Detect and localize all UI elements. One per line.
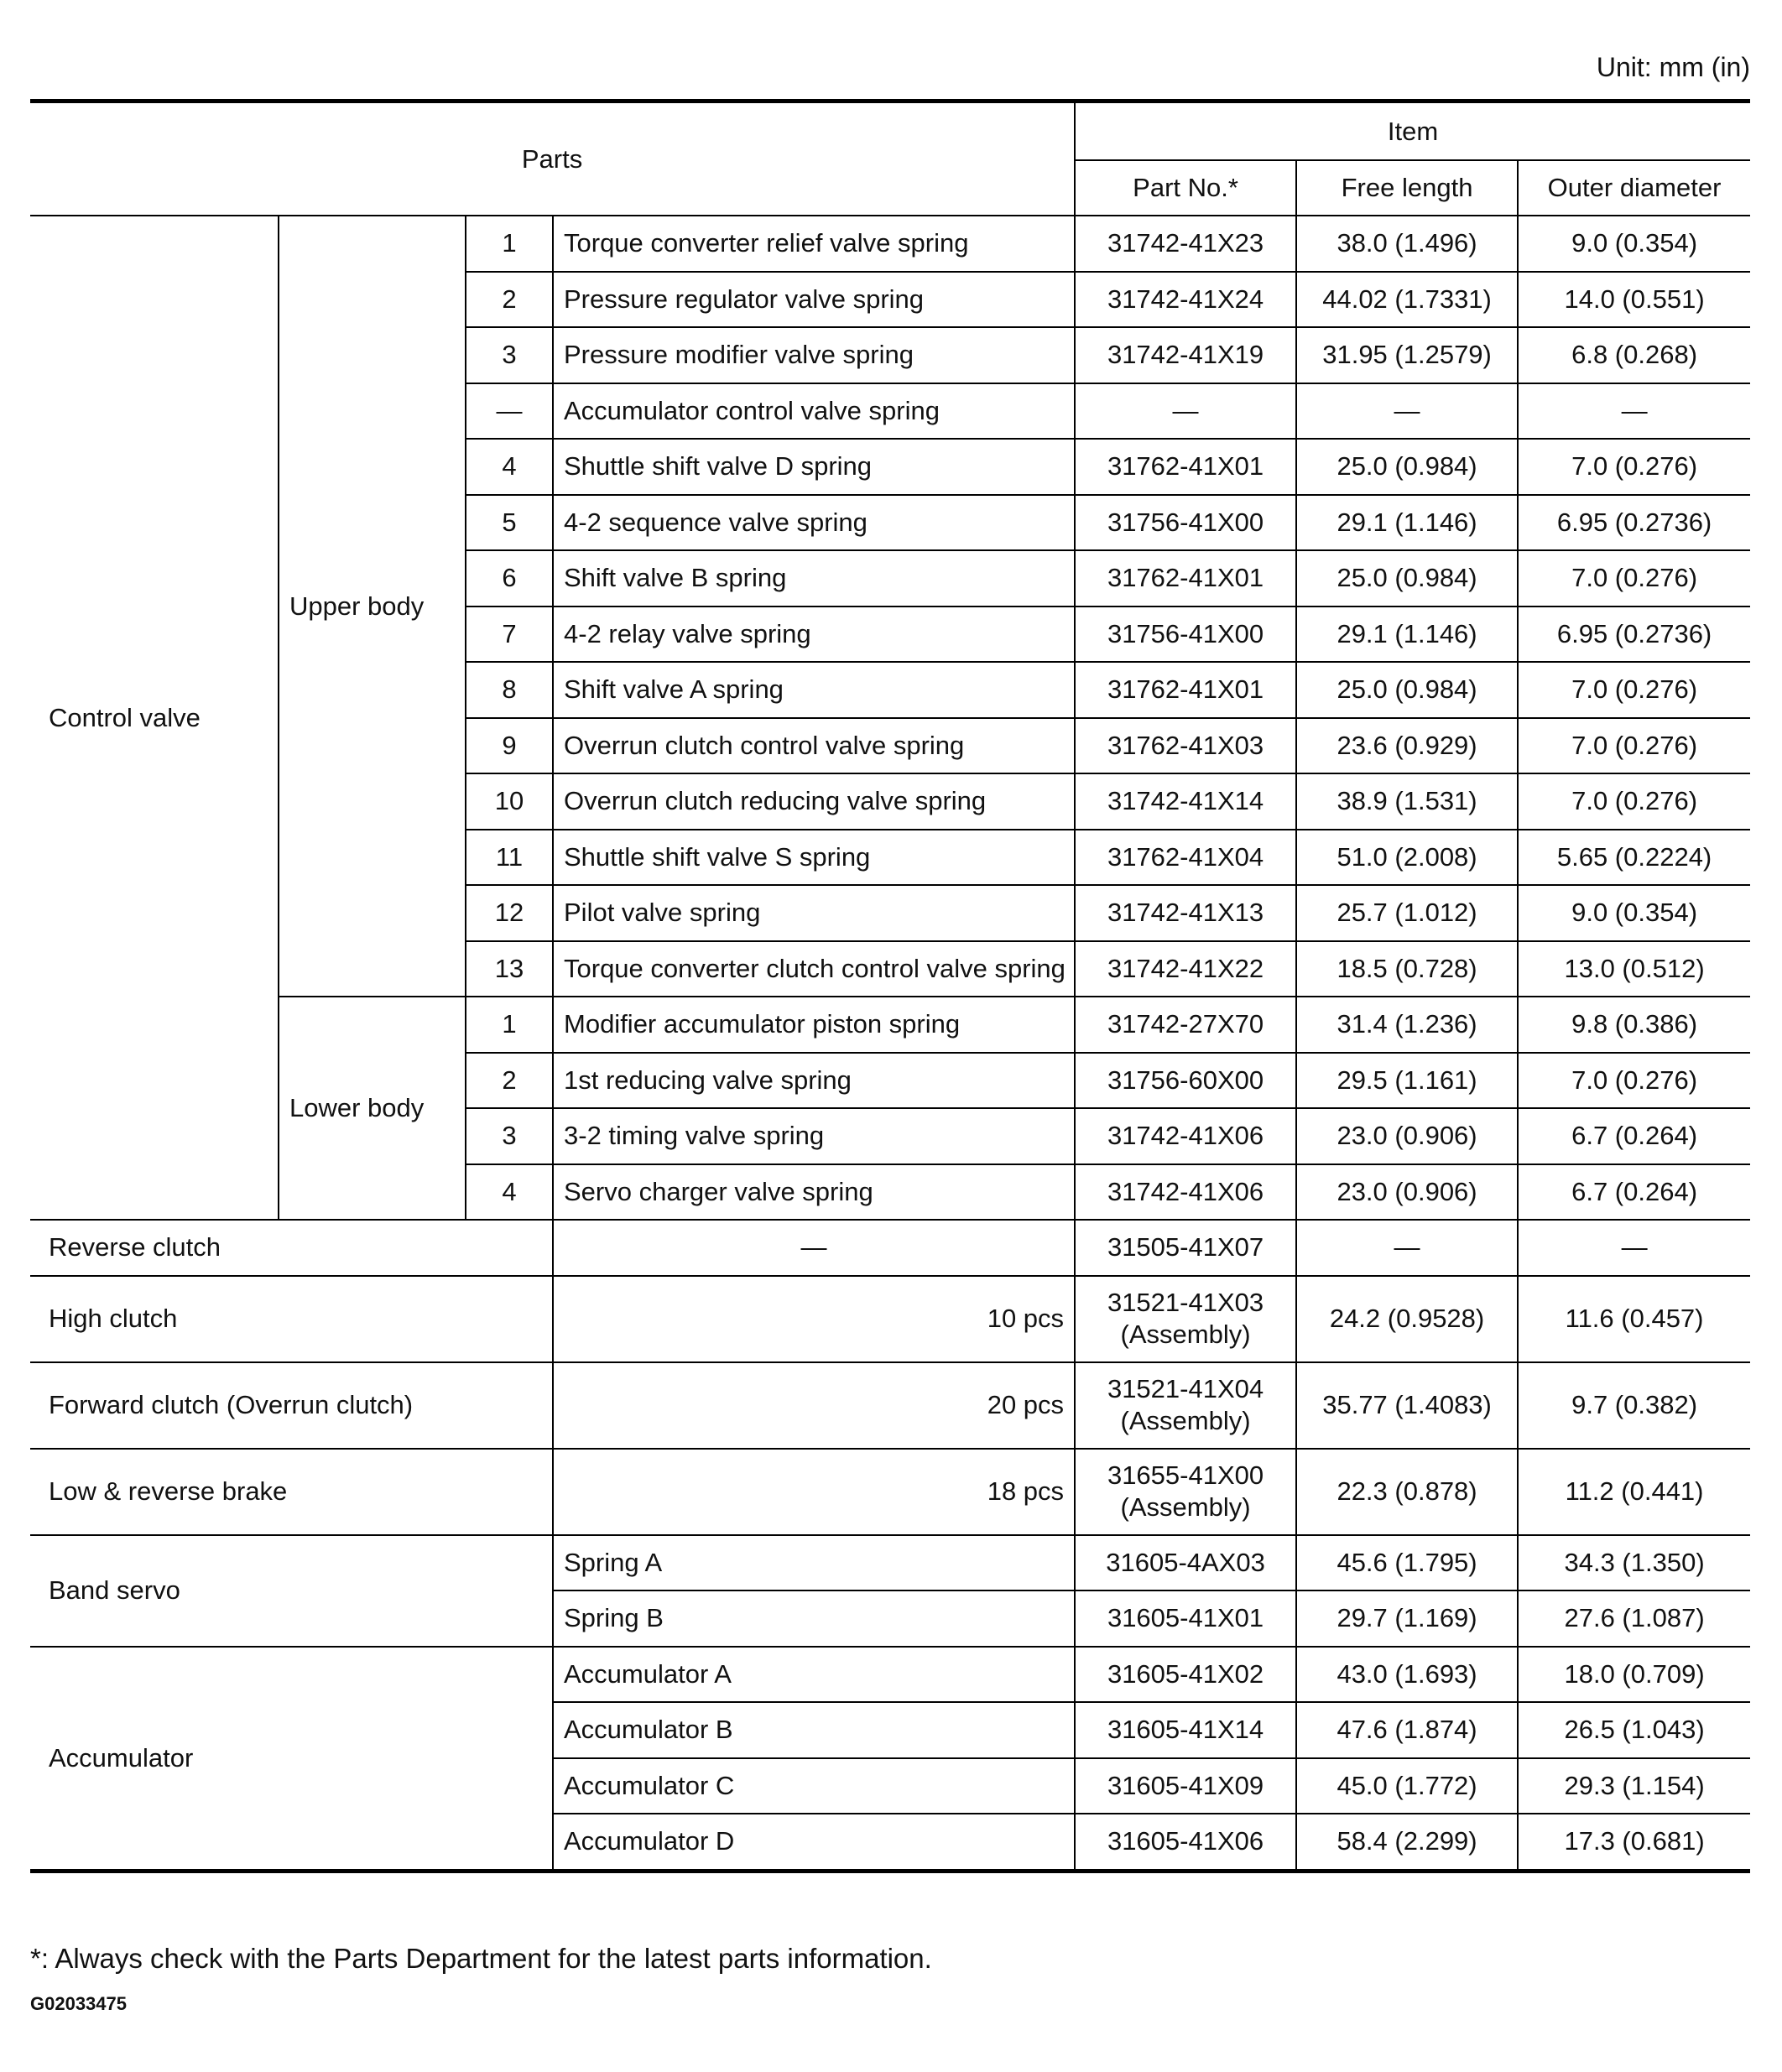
part-name-cell: Modifier accumulator piston spring (553, 997, 1075, 1053)
part-no-cell: 31762-41X03 (1075, 718, 1296, 774)
item-number-cell: 5 (466, 495, 553, 551)
footnote: *: Always check with the Parts Department for the latest parts information. (30, 1943, 932, 1974)
free-length-cell: 18.5 (0.728) (1296, 941, 1518, 997)
part-no-cell: 31742-41X06 (1075, 1164, 1296, 1221)
part-no-header: Part No.* (1075, 160, 1296, 216)
outer-diameter-cell: 9.7 (0.382) (1518, 1362, 1750, 1449)
item-number-cell: 10 (466, 773, 553, 830)
part-name-cell: Spring B (553, 1590, 1075, 1647)
part-no-cell: 31742-41X23 (1075, 216, 1296, 272)
part-no-cell (1075, 1362, 1296, 1449)
unit-label: Unit: mm (in) (1596, 52, 1750, 82)
outer-diameter-cell: 34.3 (1.350) (1518, 1535, 1750, 1591)
outer-diameter-cell: — (1518, 1220, 1750, 1276)
outer-diameter-cell: 14.0 (0.551) (1518, 272, 1750, 328)
part-name-cell: Pressure regulator valve spring (553, 272, 1075, 328)
quantity-cell: — (553, 1220, 1075, 1276)
free-length-cell: 25.0 (0.984) (1296, 439, 1518, 495)
part-no-cell: 31742-41X22 (1075, 941, 1296, 997)
part-name-cell: 1st reducing valve spring (553, 1053, 1075, 1109)
clutch-label: Low & reverse brake (30, 1449, 553, 1535)
part-name-cell: Torque converter relief valve spring (553, 216, 1075, 272)
part-no-cell: 31742-41X24 (1075, 272, 1296, 328)
item-number-cell: 3 (466, 327, 553, 383)
outer-diameter-cell: 7.0 (0.276) (1518, 439, 1750, 495)
part-note-text: (Assembly) (1120, 1406, 1251, 1435)
part-name-cell: Spring A (553, 1535, 1075, 1591)
part-no-cell: 31756-41X00 (1075, 607, 1296, 663)
free-length-cell: 23.0 (0.906) (1296, 1164, 1518, 1221)
free-length-cell: 43.0 (1.693) (1296, 1647, 1518, 1703)
part-name-cell: Shuttle shift valve S spring (553, 830, 1075, 886)
outer-diameter-cell: 9.0 (0.354) (1518, 216, 1750, 272)
clutch-label: High clutch (30, 1276, 553, 1362)
part-no-cell: 31742-41X14 (1075, 773, 1296, 830)
table-row (30, 1362, 1750, 1449)
item-number-cell: 4 (466, 439, 553, 495)
outer-diameter-cell: — (1518, 383, 1750, 440)
part-no-cell: 31742-41X19 (1075, 327, 1296, 383)
table-row (30, 1449, 1750, 1535)
item-header: Item (1075, 102, 1750, 161)
free-length-cell: 45.0 (1.772) (1296, 1758, 1518, 1814)
part-no-text: 31521-41X03 (1107, 1288, 1264, 1317)
free-length-cell: 38.0 (1.496) (1296, 216, 1518, 272)
free-length-cell: 23.0 (0.906) (1296, 1108, 1518, 1164)
part-name-cell: Shift valve B spring (553, 550, 1075, 607)
outer-diameter-header: Outer diameter (1518, 160, 1750, 216)
part-no-text: 31655-41X00 (1107, 1460, 1264, 1490)
outer-diameter-cell: 7.0 (0.276) (1518, 1053, 1750, 1109)
item-number-cell: 6 (466, 550, 553, 607)
item-number-cell: — (466, 383, 553, 440)
clutch-label: Forward clutch (Overrun clutch) (30, 1362, 553, 1449)
outer-diameter-cell: 13.0 (0.512) (1518, 941, 1750, 997)
outer-diameter-cell: 26.5 (1.043) (1518, 1702, 1750, 1758)
outer-diameter-cell: 7.0 (0.276) (1518, 773, 1750, 830)
outer-diameter-cell: 6.7 (0.264) (1518, 1108, 1750, 1164)
part-name-cell: Servo charger valve spring (553, 1164, 1075, 1221)
part-name-cell: Pilot valve spring (553, 885, 1075, 941)
table-row (30, 1276, 1750, 1362)
part-no-cell: 31756-60X00 (1075, 1053, 1296, 1109)
part-name-cell: 4-2 relay valve spring (553, 607, 1075, 663)
item-number-cell: 7 (466, 607, 553, 663)
item-number-cell: 12 (466, 885, 553, 941)
part-no-cell (1075, 1276, 1296, 1362)
free-length-cell: 31.95 (1.2579) (1296, 327, 1518, 383)
free-length-cell: 25.0 (0.984) (1296, 662, 1518, 718)
free-length-cell: 58.4 (2.299) (1296, 1814, 1518, 1871)
control-valve-label: Control valve (30, 216, 279, 1220)
item-number-cell: 8 (466, 662, 553, 718)
part-name-cell: 4-2 sequence valve spring (553, 495, 1075, 551)
outer-diameter-cell: 7.0 (0.276) (1518, 550, 1750, 607)
item-number-cell: 1 (466, 997, 553, 1053)
part-no-cell: — (1075, 383, 1296, 440)
part-name-cell: Overrun clutch control valve spring (553, 718, 1075, 774)
outer-diameter-cell: 11.6 (0.457) (1518, 1276, 1750, 1362)
part-no-cell: 31605-41X02 (1075, 1647, 1296, 1703)
item-number-cell: 11 (466, 830, 553, 886)
quantity-cell: 10 pcs (553, 1276, 1075, 1362)
accumulator-label: Accumulator (30, 1647, 553, 1872)
part-no-cell (1075, 1449, 1296, 1535)
part-note-text: (Assembly) (1120, 1320, 1251, 1349)
reverse-clutch-label: Reverse clutch (30, 1220, 553, 1276)
part-no-cell: 31605-41X06 (1075, 1814, 1296, 1871)
free-length-cell: 23.6 (0.929) (1296, 718, 1518, 774)
part-no-cell: 31762-41X04 (1075, 830, 1296, 886)
header-row (30, 102, 1750, 161)
part-name-cell: Torque converter clutch control valve spring (553, 941, 1075, 997)
figure-id: G02033475 (30, 1993, 127, 2014)
item-number-cell: 9 (466, 718, 553, 774)
free-length-cell: 44.02 (1.7331) (1296, 272, 1518, 328)
outer-diameter-cell: 6.95 (0.2736) (1518, 607, 1750, 663)
part-name-cell: Shuttle shift valve D spring (553, 439, 1075, 495)
part-no-cell: 31742-27X70 (1075, 997, 1296, 1053)
free-length-cell: 38.9 (1.531) (1296, 773, 1518, 830)
free-length-cell: — (1296, 383, 1518, 440)
outer-diameter-cell: 9.0 (0.354) (1518, 885, 1750, 941)
free-length-cell: 47.6 (1.874) (1296, 1702, 1518, 1758)
part-name-cell: Accumulator D (553, 1814, 1075, 1871)
table-row (30, 997, 1750, 1053)
table-row (30, 1647, 1750, 1703)
part-name-cell: Accumulator A (553, 1647, 1075, 1703)
free-length-cell: 35.77 (1.4083) (1296, 1362, 1518, 1449)
item-number-cell: 2 (466, 272, 553, 328)
table-row (30, 1535, 1750, 1591)
outer-diameter-cell: 6.7 (0.264) (1518, 1164, 1750, 1221)
part-no-cell: 31605-4AX03 (1075, 1535, 1296, 1591)
outer-diameter-cell: 5.65 (0.2224) (1518, 830, 1750, 886)
part-no-text: 31521-41X04 (1107, 1374, 1264, 1403)
quantity-cell: 18 pcs (553, 1449, 1075, 1535)
part-no-cell: 31762-41X01 (1075, 662, 1296, 718)
free-length-cell: 24.2 (0.9528) (1296, 1276, 1518, 1362)
part-no-cell: 31762-41X01 (1075, 439, 1296, 495)
part-name-cell: Shift valve A spring (553, 662, 1075, 718)
outer-diameter-cell: 18.0 (0.709) (1518, 1647, 1750, 1703)
outer-diameter-cell: 6.8 (0.268) (1518, 327, 1750, 383)
free-length-cell: — (1296, 1220, 1518, 1276)
table-row (30, 216, 1750, 272)
outer-diameter-cell: 9.8 (0.386) (1518, 997, 1750, 1053)
item-number-cell: 2 (466, 1053, 553, 1109)
free-length-cell: 22.3 (0.878) (1296, 1449, 1518, 1535)
part-name-cell: Accumulator B (553, 1702, 1075, 1758)
part-no-cell: 31505-41X07 (1075, 1220, 1296, 1276)
outer-diameter-cell: 17.3 (0.681) (1518, 1814, 1750, 1871)
item-number-cell: 4 (466, 1164, 553, 1221)
outer-diameter-cell: 29.3 (1.154) (1518, 1758, 1750, 1814)
part-no-cell: 31605-41X01 (1075, 1590, 1296, 1647)
free-length-cell: 45.6 (1.795) (1296, 1535, 1518, 1591)
band-servo-label: Band servo (30, 1535, 553, 1647)
free-length-header: Free length (1296, 160, 1518, 216)
item-number-cell: 13 (466, 941, 553, 997)
part-name-cell: Pressure modifier valve spring (553, 327, 1075, 383)
table-row (30, 1220, 1750, 1276)
outer-diameter-cell: 7.0 (0.276) (1518, 718, 1750, 774)
free-length-cell: 29.5 (1.161) (1296, 1053, 1518, 1109)
outer-diameter-cell: 6.95 (0.2736) (1518, 495, 1750, 551)
part-no-cell: 31742-41X06 (1075, 1108, 1296, 1164)
part-name-cell: Accumulator C (553, 1758, 1075, 1814)
free-length-cell: 29.1 (1.146) (1296, 607, 1518, 663)
item-number-cell: 1 (466, 216, 553, 272)
free-length-cell: 31.4 (1.236) (1296, 997, 1518, 1053)
spring-spec-table (30, 99, 1750, 1873)
free-length-cell: 29.1 (1.146) (1296, 495, 1518, 551)
upper-body-label: Upper body (279, 216, 466, 997)
parts-header: Parts (30, 102, 1075, 216)
outer-diameter-cell: 27.6 (1.087) (1518, 1590, 1750, 1647)
part-name-cell: Overrun clutch reducing valve spring (553, 773, 1075, 830)
outer-diameter-cell: 7.0 (0.276) (1518, 662, 1750, 718)
part-no-cell: 31762-41X01 (1075, 550, 1296, 607)
free-length-cell: 29.7 (1.169) (1296, 1590, 1518, 1647)
part-no-cell: 31756-41X00 (1075, 495, 1296, 551)
part-no-cell: 31605-41X14 (1075, 1702, 1296, 1758)
part-note-text: (Assembly) (1120, 1492, 1251, 1522)
free-length-cell: 51.0 (2.008) (1296, 830, 1518, 886)
lower-body-label: Lower body (279, 997, 466, 1220)
item-number-cell: 3 (466, 1108, 553, 1164)
part-no-cell: 31605-41X09 (1075, 1758, 1296, 1814)
part-no-cell: 31742-41X13 (1075, 885, 1296, 941)
outer-diameter-cell: 11.2 (0.441) (1518, 1449, 1750, 1535)
part-name-cell: Accumulator control valve spring (553, 383, 1075, 440)
quantity-cell: 20 pcs (553, 1362, 1075, 1449)
free-length-cell: 25.7 (1.012) (1296, 885, 1518, 941)
free-length-cell: 25.0 (0.984) (1296, 550, 1518, 607)
part-name-cell: 3-2 timing valve spring (553, 1108, 1075, 1164)
